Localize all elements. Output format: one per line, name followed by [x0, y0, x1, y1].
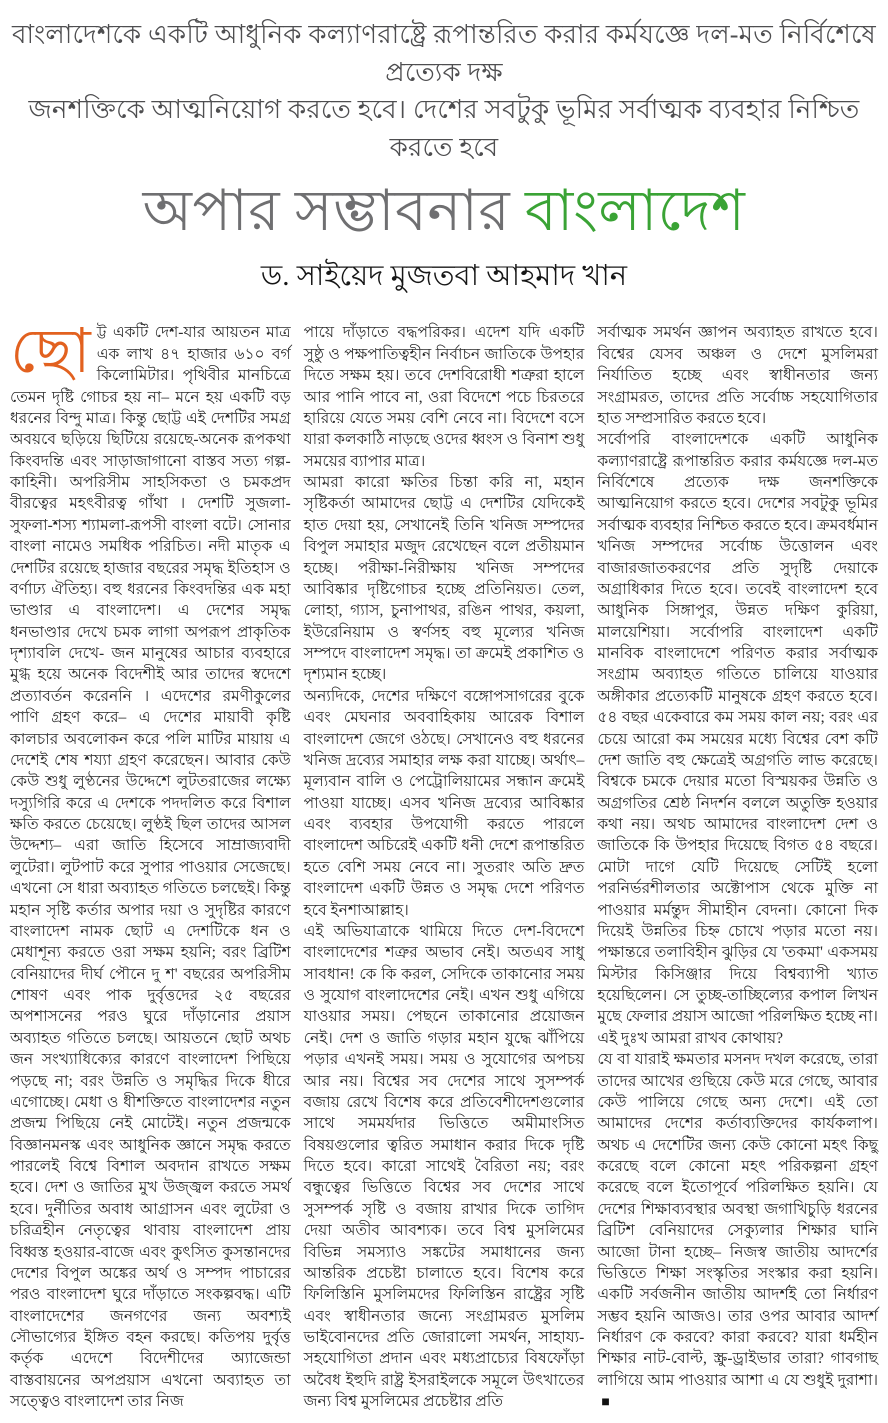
body-paragraph: পায়ে দাঁড়াতে বদ্ধপরিকর। এদেশ যদি একটি সুষ্ঠু ও পক্ষপাতিত্বহীন নির্বাচন জাতিকে উপহার দিতে সক্ষম হয়। তবে দেশবিরোধী শত্রুরা হালে আর পানি পাবে না, ওরা বিদেশে পচে চিরতরে হারিয়ে যেতে সময় বেশি নেবে না। বিদেশে বসে যারা কলকাঠি নাড়ছে ওদের ধ্বংস ও বিনাশ শুধু সময়ের ব্যাপার মাত্র। [303, 324, 585, 470]
drop-cap: ছো [10, 318, 91, 387]
body-paragraph: অন্যদিকে, দেশের দক্ষিণে বঙ্গোপসাগরের বুকে এবং মেঘনার অববাহিকায় আরেক বিশাল বাংলাদেশ জেগে ওঠছে। সেখানেও বহু ধরনের খনিজ দ্রব্যের সমাহার লক্ষ করা যাচ্ছে। অর্থাৎ– মূল্যবান বালি ও পেট্রোলিয়ামের সন্ধান ক্রমেই পাওয়া যাচ্ছে। এসব খনিজ দ্রব্যের আবিষ্কার এবং ব্যবহার উপযোগী করতে পারলে বাংলাদেশ অচিরেই একটি ধনী দেশে রূপান্তরিত হতে বেশি সময় নেবে না। সুতরাং অতি দ্রুত বাংলাদেশ একটি উন্নত ও সমৃদ্ধ দেশে পরিণত হবে ইনশাআল্লাহ। [303, 687, 585, 919]
headline-prefix: অপার সম্ভাবনার [142, 179, 525, 243]
column-2 [304, 322, 585, 1412]
headline-highlight: বাংলাদেশ [524, 179, 746, 243]
byline: ড. সাইয়েদ মুজতবা আহমাদ খান [260, 260, 628, 293]
paragraph-text: যে বা যারাই ক্ষমতার মসনদ দখল করেছে, তারা তাদের আখের গুছিয়ে কেউ মরে গেছে, আবার কেউ পালিয়ে গেছে অন্য দেশে। এই তো আমাদের দেশের কর্তাব্যক্তিদের কার্যকলাপ। অথচ এ দেশেটির জন্য কেউ কোনো মহৎ কিছু করেছে বলে কোনো মহৎ পরিকল্পনা গ্রহণ করেছে বলে ইতোপূর্বে পরিলক্ষিত হয়নি। যে দেশের শিক্ষাব্যবস্থার অবস্থা জগাখিচুড়ি ধরনের ব্রিটিশ বেনিয়াদের সেক্যুলার শিক্ষার ঘানি আজো টানা হচ্ছে– নিজস্ব জাতীয় আদর্শের ভিত্তিতে শিক্ষা সংস্কৃতির সংস্কার করা হয়নি। একটি সর্বজনীন জাতীয় আদর্শই তো নির্ধারণ সম্ভব হয়নি আজও। তার ওপর আবার আদর্শ নির্ধারণ কে করবে? কারা করবে? যারা ধর্মহীন শিক্ষার নাট-বোল্ট, স্ক্রু-ড্রাইভার তারা? গাবগাছ লাগিয়ে আম পাওয়ার আশা এ যে শুধুই দুরাশা। [597, 1051, 878, 1389]
headline [8, 181, 880, 244]
body-paragraph [597, 1049, 878, 1412]
body-paragraph: আমরা কারো ক্ষতির চিন্তা করি না, মহান সৃষ্টিকর্তা আমাদের ছোট্ট এ দেশটির যেদিকেই হাত দেয়া হয়, সেখানেই তিনি খনিজ সম্পদের বিপুল সমাহার মজুদ রেখেছেন বলে প্রতীয়মান হচ্ছে। পরীক্ষা-নিরীক্ষায় খনিজ সম্পদের আবিষ্কার দৃষ্টিগোচর হচ্ছে প্রতিনিয়ত। তেল, লোহা, গ্যাস, চুনাপাথর, রঙিন পাথর, কয়লা, ইউরেনিয়াম ও স্বর্ণসহ বহু মূল্যের খনিজ সম্পদে বাংলাদেশ সমৃদ্ধ। তা ক্রমেই প্রকাশিত ও দৃশ্যমান হচ্ছে। [303, 474, 585, 684]
column-3 [597, 322, 878, 1412]
standfirst-line-2: জনশক্তিকে আত্মনিয়োগ করতে হবে। দেশের সবটুকু ভূমির সর্বাত্মক ব্যবহার নিশ্চিত করতে হবে [28, 95, 860, 163]
column-1 [10, 318, 291, 1412]
body-paragraph: সর্বাত্মক সমর্থন জ্ঞাপন অব্যাহত রাখতে হবে। বিশ্বের যেসব অঞ্চল ও দেশে মুসলিমরা নির্যাতিত হচ্ছে এবং স্বাধীনতার জন্য সংগ্রামরত, তাদের প্রতি সর্বোচ্চ সহযোগিতার হাত সম্প্রসারিত করতে হবে। [597, 324, 878, 427]
paragraph-text: ট্ট একটি দেশ-যার আয়তন মাত্র এক লাখ ৪৭ হাজার ৬১০ বর্গ কিলোমিটার। পৃথিবীর মানচিত্রে তেমন দৃষ্টি গোচর হয় না– মনে হয় একটি বড় ধরনের বিন্দু মাত্র। কিন্তু ছোট্ট এই দেশটির সমগ্র অবয়বে ছড়িয়ে ছিটিয়ে রয়েছে-অনেক রূপকথা কিংবদন্তি এবং সাড়াজাগানো বাস্তব সত্য গল্প-কাহিনী। অপরিসীম সাহসিকতা ও চমকপ্রদ বীরত্বের মহৎবীরত্ব গাঁথা । দেশটি সুজলা-সুফলা-শস্য শ্যামলা-রূপসী বাংলা বটে। সোনার বাংলা নামেও সমধিক পরিচিত। নদী মাতৃক এ দেশটির রয়েছে হাজার বছরের সমৃদ্ধ ইতিহাস ও বর্ণাঢ্য ঐতিহ্য। বহু ধরনের কিংবদন্তির এক মহা ভাণ্ডার এ বাংলাদেশ। এ দেশের সমৃদ্ধ ধনভাণ্ডার দেখে চমক লাগা অপরূপ প্রাকৃতিক দৃশ্যাবলি দেখে- জন মানুষের আচার ব্যবহারে মুগ্ধ হয়ে অনেক বিদেশীই আর তাদের স্বদেশে প্রত্যাবর্তন করেননি । এদেশের রমণীকুলের পাণি গ্রহণ করে– এ দেশের মায়াবী কৃষ্টি কালচার অবলোকন করে পলি মাটির মায়ায় এ দেশেই শেষ শয্যা গ্রহণ করেছেন। আবার কেউ কেউ শুধু লুণ্ঠনের উদ্দেশে লুটতরাজের লক্ষ্যে দস্যুগিরি করে এ দেশকে পদদলিত করে বিশাল ক্ষতি করতে চেয়েছে। লুণ্ঠই ছিল তাদের আসল উদ্দেশ্য– এরা জাতি হিসেবে সাম্রাজ্যবাদী লুটেরা। লুটপাট করে সুপার পাওয়ার সেজেছে। এখনো সে ধারা অব্যাহত গতিতে চলছেই। কিন্তু মহান সৃষ্টি কর্তার অপার দয়া ও সুদৃষ্টির কারণে বাংলাদেশ নামক ছোট এ দেশটিকে ধন ও মেধাশূন্য করতে ওরা সক্ষম হয়নি; বরং ব্রিটিশ বেনিয়াদের দীর্ঘ পৌনে দু শ' বছরের অপরিসীম শোষণ এবং পাক দুর্বৃত্তদের ২৫ বছরের অপশাসনের পরও ঘুরে দাঁড়ানোর প্রয়াস অব্যাহত গতিতে চলছে। আয়তনে ছোট অথচ জন সংখ্যাধিক্যের কারণে বাংলাদেশ পিছিয়ে পড়ছে না; বরং উন্নতি ও সমৃদ্ধির দিকে ধীরে এগোচ্ছে। মেধা ও ধীশক্তিতে বাংলাদেশর নতুন প্রজন্ম পিছিয়ে নেই মোটেই। নতুন প্রজন্মকে বিজ্ঞানমনস্ক এবং আধুনিক জ্ঞানে সমৃদ্ধ করতে পারলেই বিশ্বে বিশাল অবদান রাখতে সক্ষম হবে। দেশ ও জাতির মুখ উজ্জ্বল করতে সমর্থ হবে। দুর্নীতির অবাধ আগ্রাসন এবং লুটেরা ও চরিত্রহীন নেতৃত্বের থাবায় বাংলাদেশ প্রায় বিধ্বস্ত হওয়ার-বাজে এবং কুৎসিত কুসন্তানদের দেশের বিপুল অঙ্কের অর্থ ও সম্পদ পাচারের পরও বাংলাদেশ ঘুরে দাঁড়াতে সংকল্পবদ্ধ। এটি বাংলাদেশের জনগণের জন্য অবশ্যই সৌভাগ্যের ইঙ্গিত বহন করছে। কতিপয় দুর্বৃত্ত কর্তৃক এদেশে বিদেশীদের অ্যাজেন্ডা বাস্তবায়নের অপপ্রয়াস এখনো অব্যাহত তা সত্ত্বেও বাংলাদেশ তার নিজ [10, 324, 291, 1411]
body-paragraph: এই অভিযাত্রাকে থামিয়ে দিতে দেশ-বিদেশে বাংলাদেশের শত্রুর অভাব নেই। অতএব সাধু সাবধান! কে কি করল, সেদিকে তাকানোর সময় ও সুযোগ বাংলাদেশের নেই। এখন শুধু এগিয়ে যাওয়ার সময়। পেছনে তাকানোর প্রয়োজন নেই। দেশ ও জাতি গড়ার মহান যুদ্ধে ঝাঁপিয়ে পড়ার এখনই সময়। সময় ও সুযোগের অপচয় আর নয়। বিশ্বের সব দেশের সাথে সুসম্পর্ক বজায় রেখে বিশেষ করে প্রতিবেশীদেশগুলোর সাথে সমমর্যদার ভিত্তিতে অমীমাংসিত বিষয়গুলোর ত্বরিত সমাধান করার দিকে দৃষ্টি দিতে হবে। কারো সাথেই বৈরিতা নয়; বরং বন্ধুত্বের ভিত্তিতে বিশ্বের সব দেশের সাথে সুসম্পর্ক সৃষ্টি ও বজায় রাখার দিকে তাগিদ দেয়া অতীব আবশ্যক। তবে বিশ্ব মুসলিমের বিভিন্ন সমস্যাও সঙ্কটের সমাধানের জন্য আন্তরিক প্রচেষ্টা চালাতে হবে। বিশেষ করে ফিলিস্তিনি মুসলিমদের ফিলিস্তিন রাষ্ট্রের সৃষ্টি এবং স্বাধীনতার জন্যে সংগ্রামরত মুসলিম ভাইবোনদের প্রতি জোরালো সমর্থন, সাহায্য-সহযোগিতা প্রদান এবং মধ্যপ্রাচ্যের বিষফোঁড়া অবৈধ ইহুদি রাষ্ট্র ইসরাইলকে সমূলে উৎখাতের জন্য বিশ্ব মুসলিমের প্রচেষ্টার প্রতি [303, 922, 585, 1411]
end-of-article-marker: ■ [601, 1395, 610, 1411]
body-paragraph [10, 318, 291, 1412]
standfirst-line-1: বাংলাদেশকে একটি আধুনিক কল্যাণরাষ্ট্রে রূপান্তরিত করার কর্মযজ্ঞে দল-মত নির্বিশেষে প্রত্যেক দক্ষ [12, 20, 876, 87]
article-body [8, 318, 880, 1412]
body-paragraph: সর্বোপরি বাংলাদেশকে একটি আধুনিক কল্যাণরাষ্ট্রে রূপান্তরিত করার কর্মযজ্ঞে দল-মত নির্বিশেষে প্রত্যেক দক্ষ জনশক্তিকে আত্মনিয়োগ করতে হবে। দেশের সবটুকু ভূমির সর্বাত্মক ব্যবহার নিশ্চিত করতে হবে। ক্রমবর্ধমান খনিজ সম্পদের সর্বোচ্চ উত্তোলন এবং বাজারজাতকরণের প্রতি সুদৃষ্টি দেয়াকে অগ্রাধিকার দিতে হবে। তবেই বাংলাদেশ হবে আধুনিক সিঙ্গাপুর, উন্নত দক্ষিণ কুরিয়া, মালয়েশিয়া। সর্বোপরি বাংলাদেশ একটি মানবিক বাংলাদেশে পরিণত করার সর্বাত্মক সংগ্রাম অব্যাহত গতিতে চালিয়ে যাওয়ার অঙ্গীকার প্রত্যেকটি মানুষকে গ্রহণ করতে হবে। ৫৪ বছর একেবারে কম সময় কাল নয়; বরং এর চেয়ে আরো কম সময়ের মধ্যে বিশ্বের বেশ কটি দেশ জাতি বহু ক্ষেত্রেই অগ্রগতি লাভ করেছে। বিশ্বকে চমকে দেয়ার মতো বিস্ময়কর উন্নতি ও অগ্রগতির শ্রেষ্ঠ নিদর্শন বললে অতুক্তি হওয়ার কথা নয়। অথচ আমাদের বাংলাদেশ দেশ ও জাতিকে কি উপহার দিয়েছে বিগত ৫৪ বছরে। মোটা দাগে যেটি দিয়েছে সেটিই হলো পরনির্ভরশীলতার অক্টোপাস থেকে মুক্তি না পাওয়ার মর্মন্তুদ সীমাহীন বেদনা। কোনো দিক দিয়েই উন্নতির চিহ্ন চোখে পড়ার মতো নয়। পক্ষান্তরে তলাবিহীন ঝুড়ির যে 'তকমা' একসময় মিস্টার কিসিঞ্জার দিয়ে বিশ্বব্যাপী খ্যাত হয়েছিলেন। সে তুচ্ছ-তাচ্ছিল্যের কপাল লিখন মুছে ফেলার প্রয়াস আজো পরিলক্ষিত হচ্ছে না। এই দুঃখ আমরা রাখব কোথায়? [597, 431, 878, 1047]
standfirst [8, 14, 880, 167]
